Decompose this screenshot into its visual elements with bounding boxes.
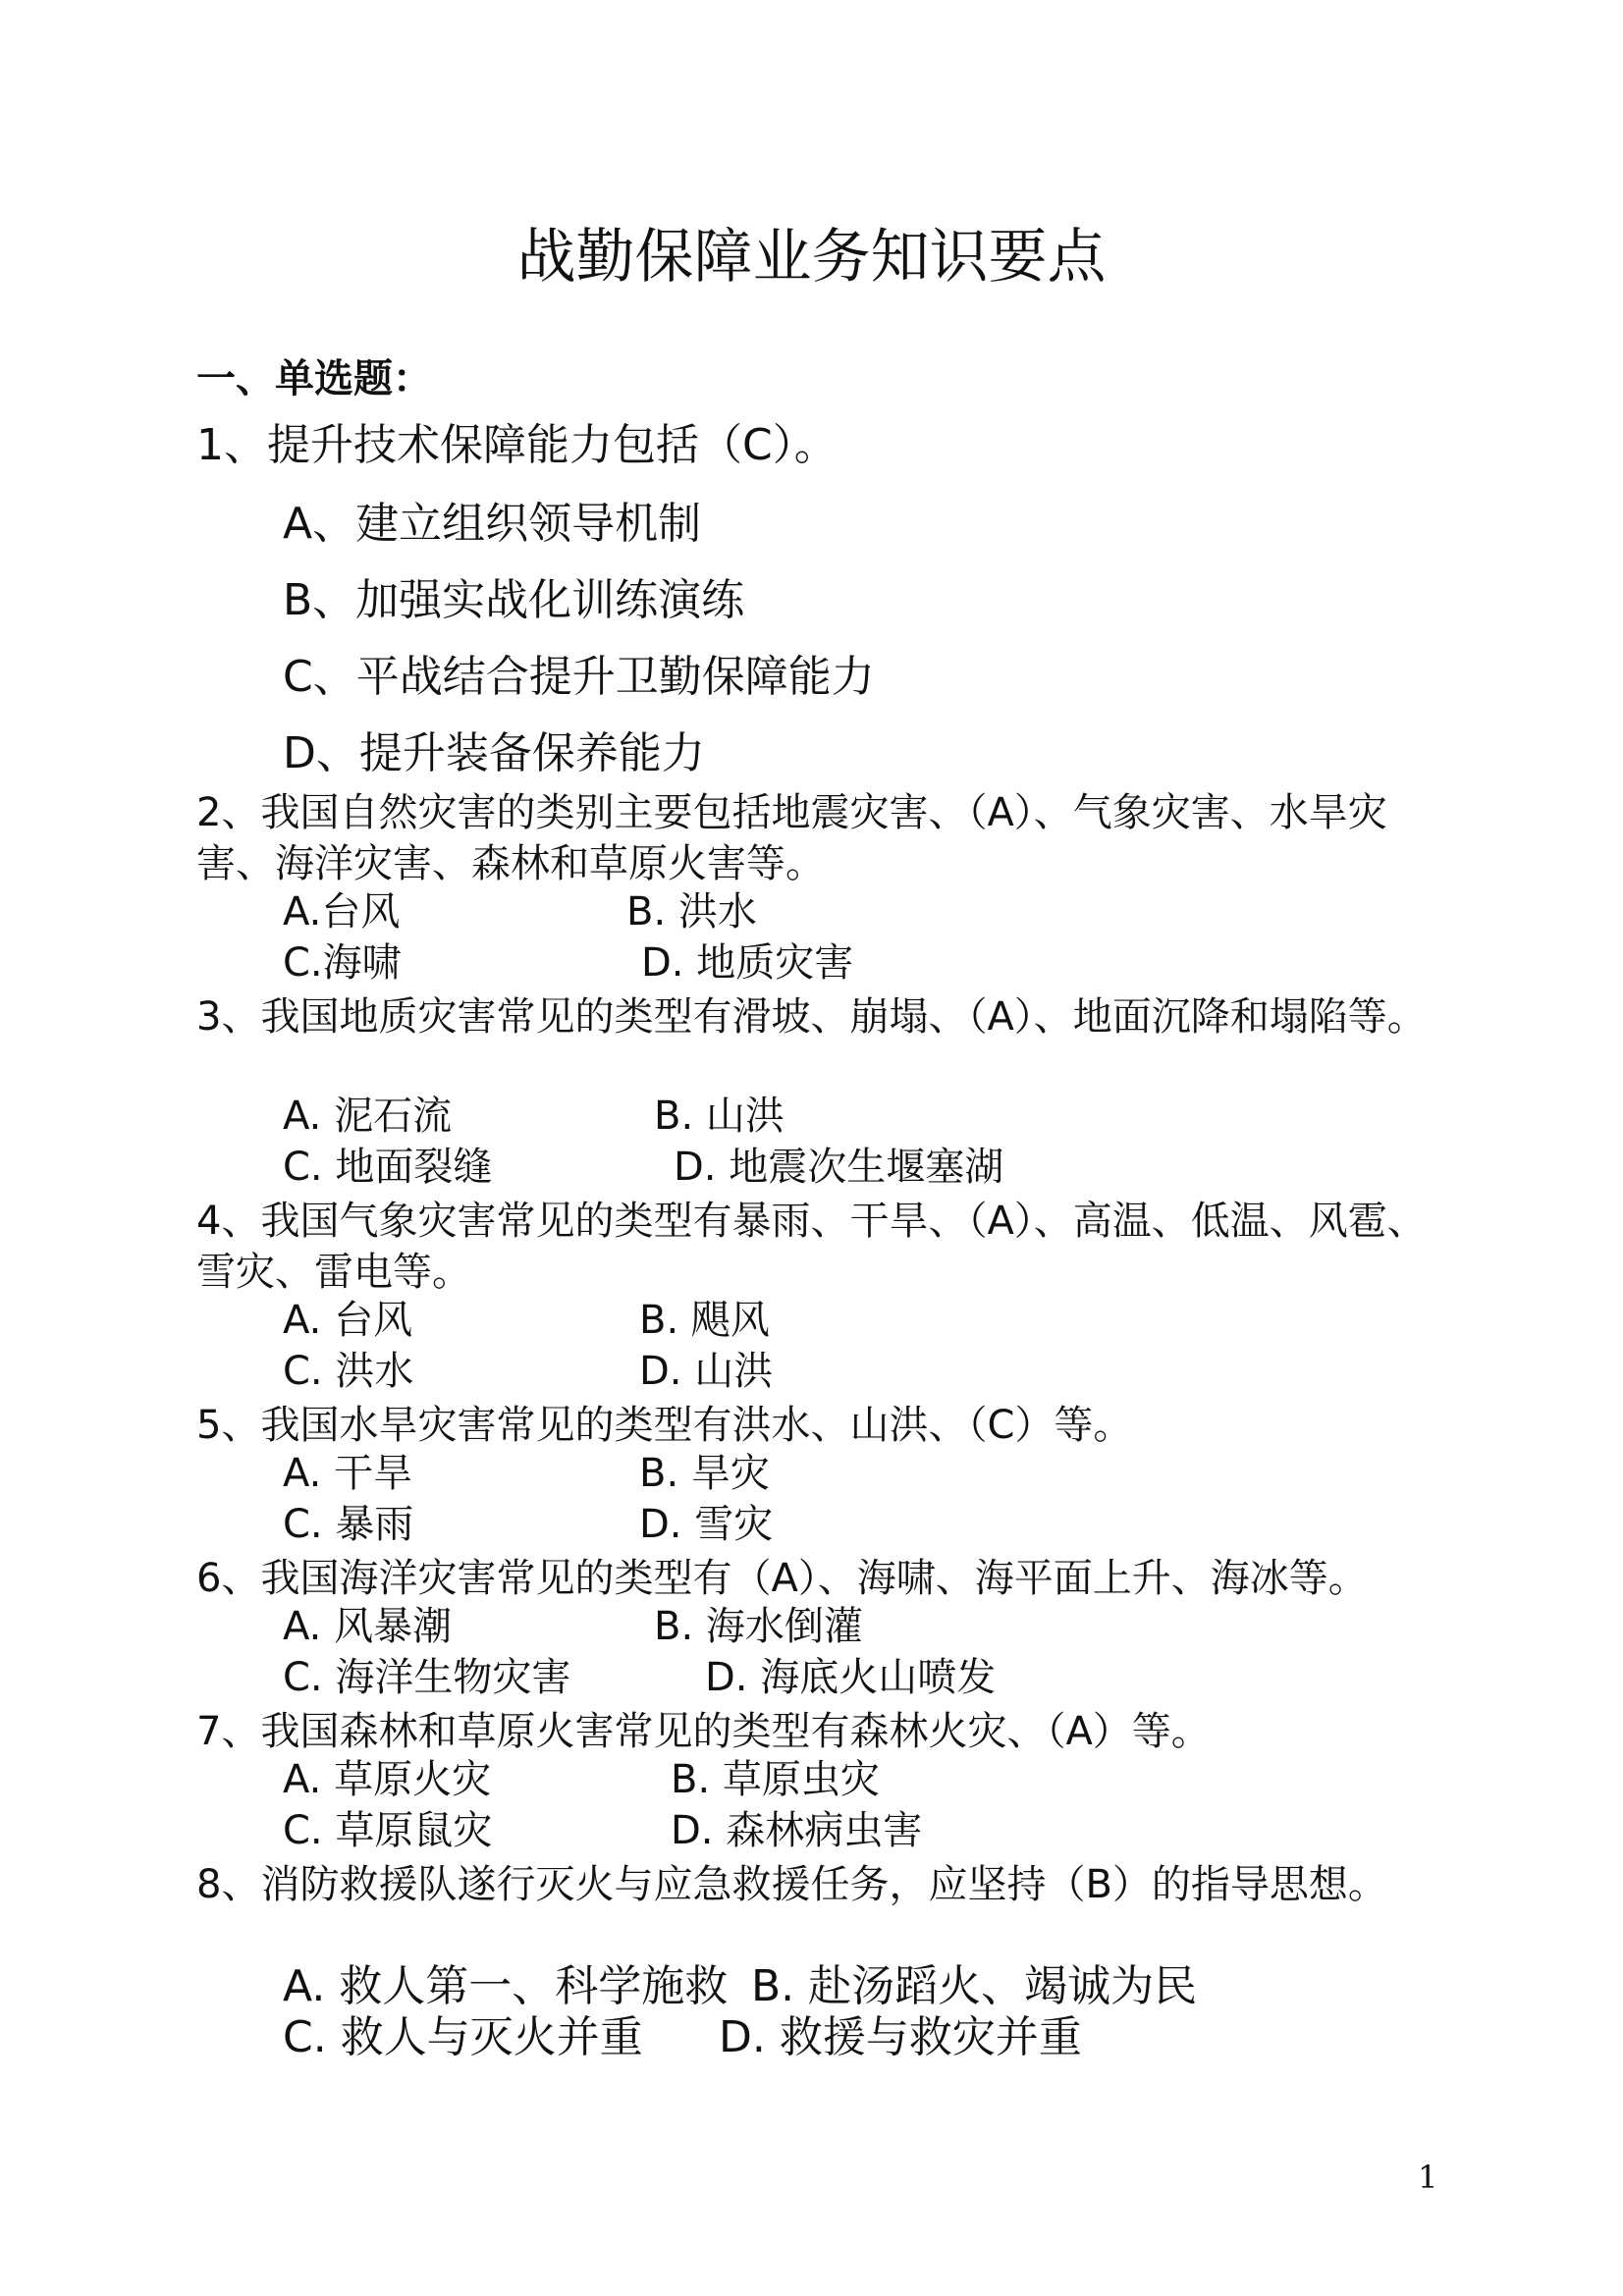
question-4: 4、我国气象灾害常见的类型有暴雨、干旱、（A）、高温、低温、风雹、雪灾、雷电等。 <box>196 1199 1427 1295</box>
page-title: 战勤保障业务知识要点 <box>516 223 1107 292</box>
q2-option-c: C.海啸 <box>283 940 402 986</box>
q2-option-a: A.台风 <box>283 889 401 934</box>
question-3: 3、我国地质灾害常见的类型有滑坡、崩塌、（A）、地面沉降和塌陷等。 <box>196 994 1427 1040</box>
q1-option-d: D、提升装备保养能力 <box>283 728 705 778</box>
q1-option-b: B、加强实战化训练演练 <box>283 575 745 625</box>
q6-option-d: D. 海底火山喷发 <box>705 1655 997 1700</box>
q4-option-a: A. 台风 <box>283 1298 413 1343</box>
q7-option-b: B. 草原虫灾 <box>671 1757 880 1802</box>
q1-option-a: A、建立组织领导机制 <box>283 499 702 549</box>
q5-option-c: C. 暴雨 <box>283 1502 414 1547</box>
q3-option-c: C. 地面裂缝 <box>283 1145 493 1190</box>
q8-option-b: B. 赴汤蹈火、竭诚为民 <box>751 1961 1198 2011</box>
q5-option-a: A. 干旱 <box>283 1451 413 1496</box>
q8-option-a: A. 救人第一、科学施救 <box>283 1961 729 2011</box>
q7-option-a: A. 草原火灾 <box>283 1757 492 1802</box>
q3-option-a: A. 泥石流 <box>283 1094 453 1139</box>
q4-option-b: B. 飓风 <box>639 1298 770 1343</box>
q5-option-d: D. 雪灾 <box>639 1502 774 1547</box>
page-number: 1 <box>1418 2159 1438 2196</box>
q2-option-b: B. 洪水 <box>626 889 757 934</box>
q8-option-c: C. 救人与灭火并重 <box>283 2012 643 2062</box>
question-2: 2、我国自然灾害的类别主要包括地震灾害、（A）、气象灾害、水旱灾害、海洋灾害、森林和草原火害等。 <box>196 790 1387 886</box>
q7-option-c: C. 草原鼠灾 <box>283 1808 493 1853</box>
q4-option-d: D. 山洪 <box>639 1349 774 1394</box>
question-8: 8、消防救援队遂行灭火与应急救援任务，应坚持（B）的指导思想。 <box>196 1862 1387 1907</box>
q7-option-d: D. 森林病虫害 <box>671 1808 923 1853</box>
question-1: 1、提升技术保障能力包括（C）。 <box>196 420 838 470</box>
section-heading: 一、单选题： <box>196 356 432 401</box>
q6-option-c: C. 海洋生物灾害 <box>283 1655 571 1700</box>
q3-option-b: B. 山洪 <box>654 1094 784 1139</box>
q6-option-a: A. 风暴潮 <box>283 1604 453 1649</box>
q1-option-c: C、平战结合提升卫勤保障能力 <box>283 652 875 702</box>
question-7: 7、我国森林和草原火害常见的类型有森林火灾、（A）等。 <box>196 1709 1211 1754</box>
q8-option-d: D. 救援与救灾并重 <box>719 2012 1082 2062</box>
question-6: 6、我国海洋灾害常见的类型有（A）、海啸、海平面上升、海冰等。 <box>196 1556 1368 1601</box>
q5-option-b: B. 旱灾 <box>639 1451 770 1496</box>
q4-option-c: C. 洪水 <box>283 1349 414 1394</box>
question-5: 5、我国水旱灾害常见的类型有洪水、山洪、（C）等。 <box>196 1403 1133 1448</box>
q6-option-b: B. 海水倒灌 <box>654 1604 863 1649</box>
q2-option-d: D. 地质灾害 <box>641 940 854 986</box>
q3-option-d: D. 地震次生堰塞湖 <box>674 1145 1004 1190</box>
